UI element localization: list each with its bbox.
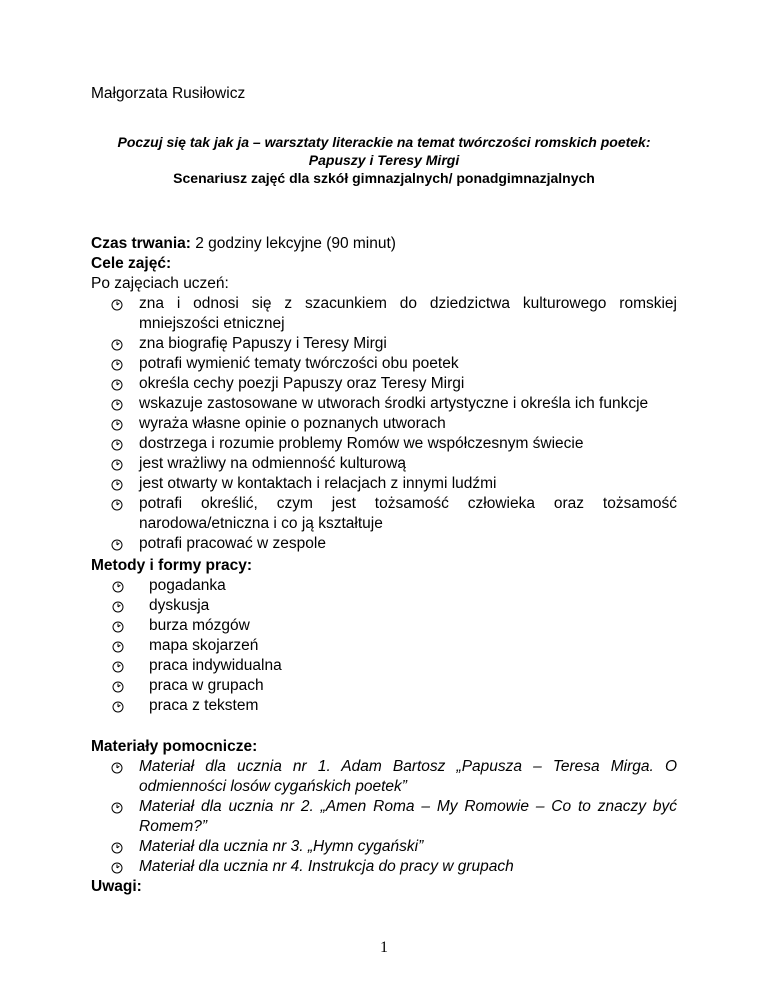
list-item: dyskusja [91,596,677,616]
page-number: 1 [380,939,388,956]
title-line-3: Scenariusz zajęć dla szkół gimnazjalnych/ ponadgimnazjalnych [173,170,595,186]
list-item: pogadanka [91,576,677,596]
author-name: Małgorzata Rusiłowicz [91,85,246,102]
materials-section [91,737,677,897]
duration-value: 2 godziny lekcyjne (90 minut) [190,235,396,252]
list-item: zna i odnosi się z szacunkiem do dziedzictwa kulturowego romskiej mniejszości etnicznej [91,294,677,334]
goals-list [91,294,677,554]
list-item: jest otwarty w kontaktach i relacjach z innymi ludźmi [91,474,677,494]
clock-icon [110,374,124,394]
duration-label: Czas trwania: [91,235,191,252]
clock-icon [110,857,124,877]
clock-icon [110,474,124,494]
list-item: praca indywidualna [91,656,677,676]
clock-icon [110,797,124,817]
clock-icon [110,434,124,454]
methods-section [91,556,677,716]
notes-heading: Uwagi: [91,878,142,895]
list-item: zna biografię Papuszy i Teresy Mirgi [91,334,677,354]
list-item: Materiał dla ucznia nr 1. Adam Bartosz „Papusza – Teresa Mirga. O odmienności losów cygańskich poetek” [91,757,677,797]
clock-icon [110,837,124,857]
list-item: potrafi wymienić tematy twórczości obu poetek [91,354,677,374]
list-item: praca w grupach [91,676,677,696]
clock-icon [111,576,125,596]
goals-intro: Po zajęciach uczeń: [91,275,229,292]
list-item: potrafi określić, czym jest tożsamość człowieka oraz tożsamość narodowa/etniczna i co ją kształtuje [91,494,677,534]
list-item: Materiał dla ucznia nr 3. „Hymn cygański” [91,837,677,857]
clock-icon [110,294,124,314]
list-item: mapa skojarzeń [91,636,677,656]
duration-line [91,234,677,254]
list-item: praca z tekstem [91,696,677,716]
title-line-2: Papuszy i Teresy Mirgi [308,152,460,168]
goals-section [91,254,677,554]
list-item: potrafi pracować w zespole [91,534,677,554]
clock-icon [110,394,124,414]
list-item: Materiał dla ucznia nr 2. „Amen Roma – My Romowie – Co to znaczy być Romem?” [91,797,677,837]
methods-list [91,576,677,716]
list-item: jest wrażliwy na odmienność kulturową [91,454,677,474]
list-item: określa cechy poezji Papuszy oraz Teresy Mirgi [91,374,677,394]
list-item: dostrzega i rozumie problemy Romów we współczesnym świecie [91,434,677,454]
title-line-1: Poczuj się tak jak ja – warsztaty literackie na temat twórczości romskich poetek: [117,134,651,150]
materials-heading: Materiały pomocnicze: [91,738,258,755]
goals-heading: Cele zajęć: [91,255,172,272]
title-block [91,133,677,187]
clock-icon [111,616,125,636]
clock-icon [110,334,124,354]
clock-icon [111,696,125,716]
methods-heading: Metody i formy pracy: [91,557,253,574]
list-item: wyraża własne opinie o poznanych utworach [91,414,677,434]
materials-list [91,757,677,877]
clock-icon [110,757,124,777]
clock-icon [110,534,124,554]
clock-icon [110,354,124,374]
list-item: wskazuje zastosowane w utworach środki artystyczne i określa ich funkcje [91,394,677,414]
clock-icon [110,494,124,514]
clock-icon [111,656,125,676]
clock-icon [110,454,124,474]
clock-icon [110,414,124,434]
clock-icon [111,596,125,616]
list-item: burza mózgów [91,616,677,636]
clock-icon [111,676,125,696]
clock-icon [111,636,125,656]
list-item: Materiał dla ucznia nr 4. Instrukcja do pracy w grupach [91,857,677,877]
